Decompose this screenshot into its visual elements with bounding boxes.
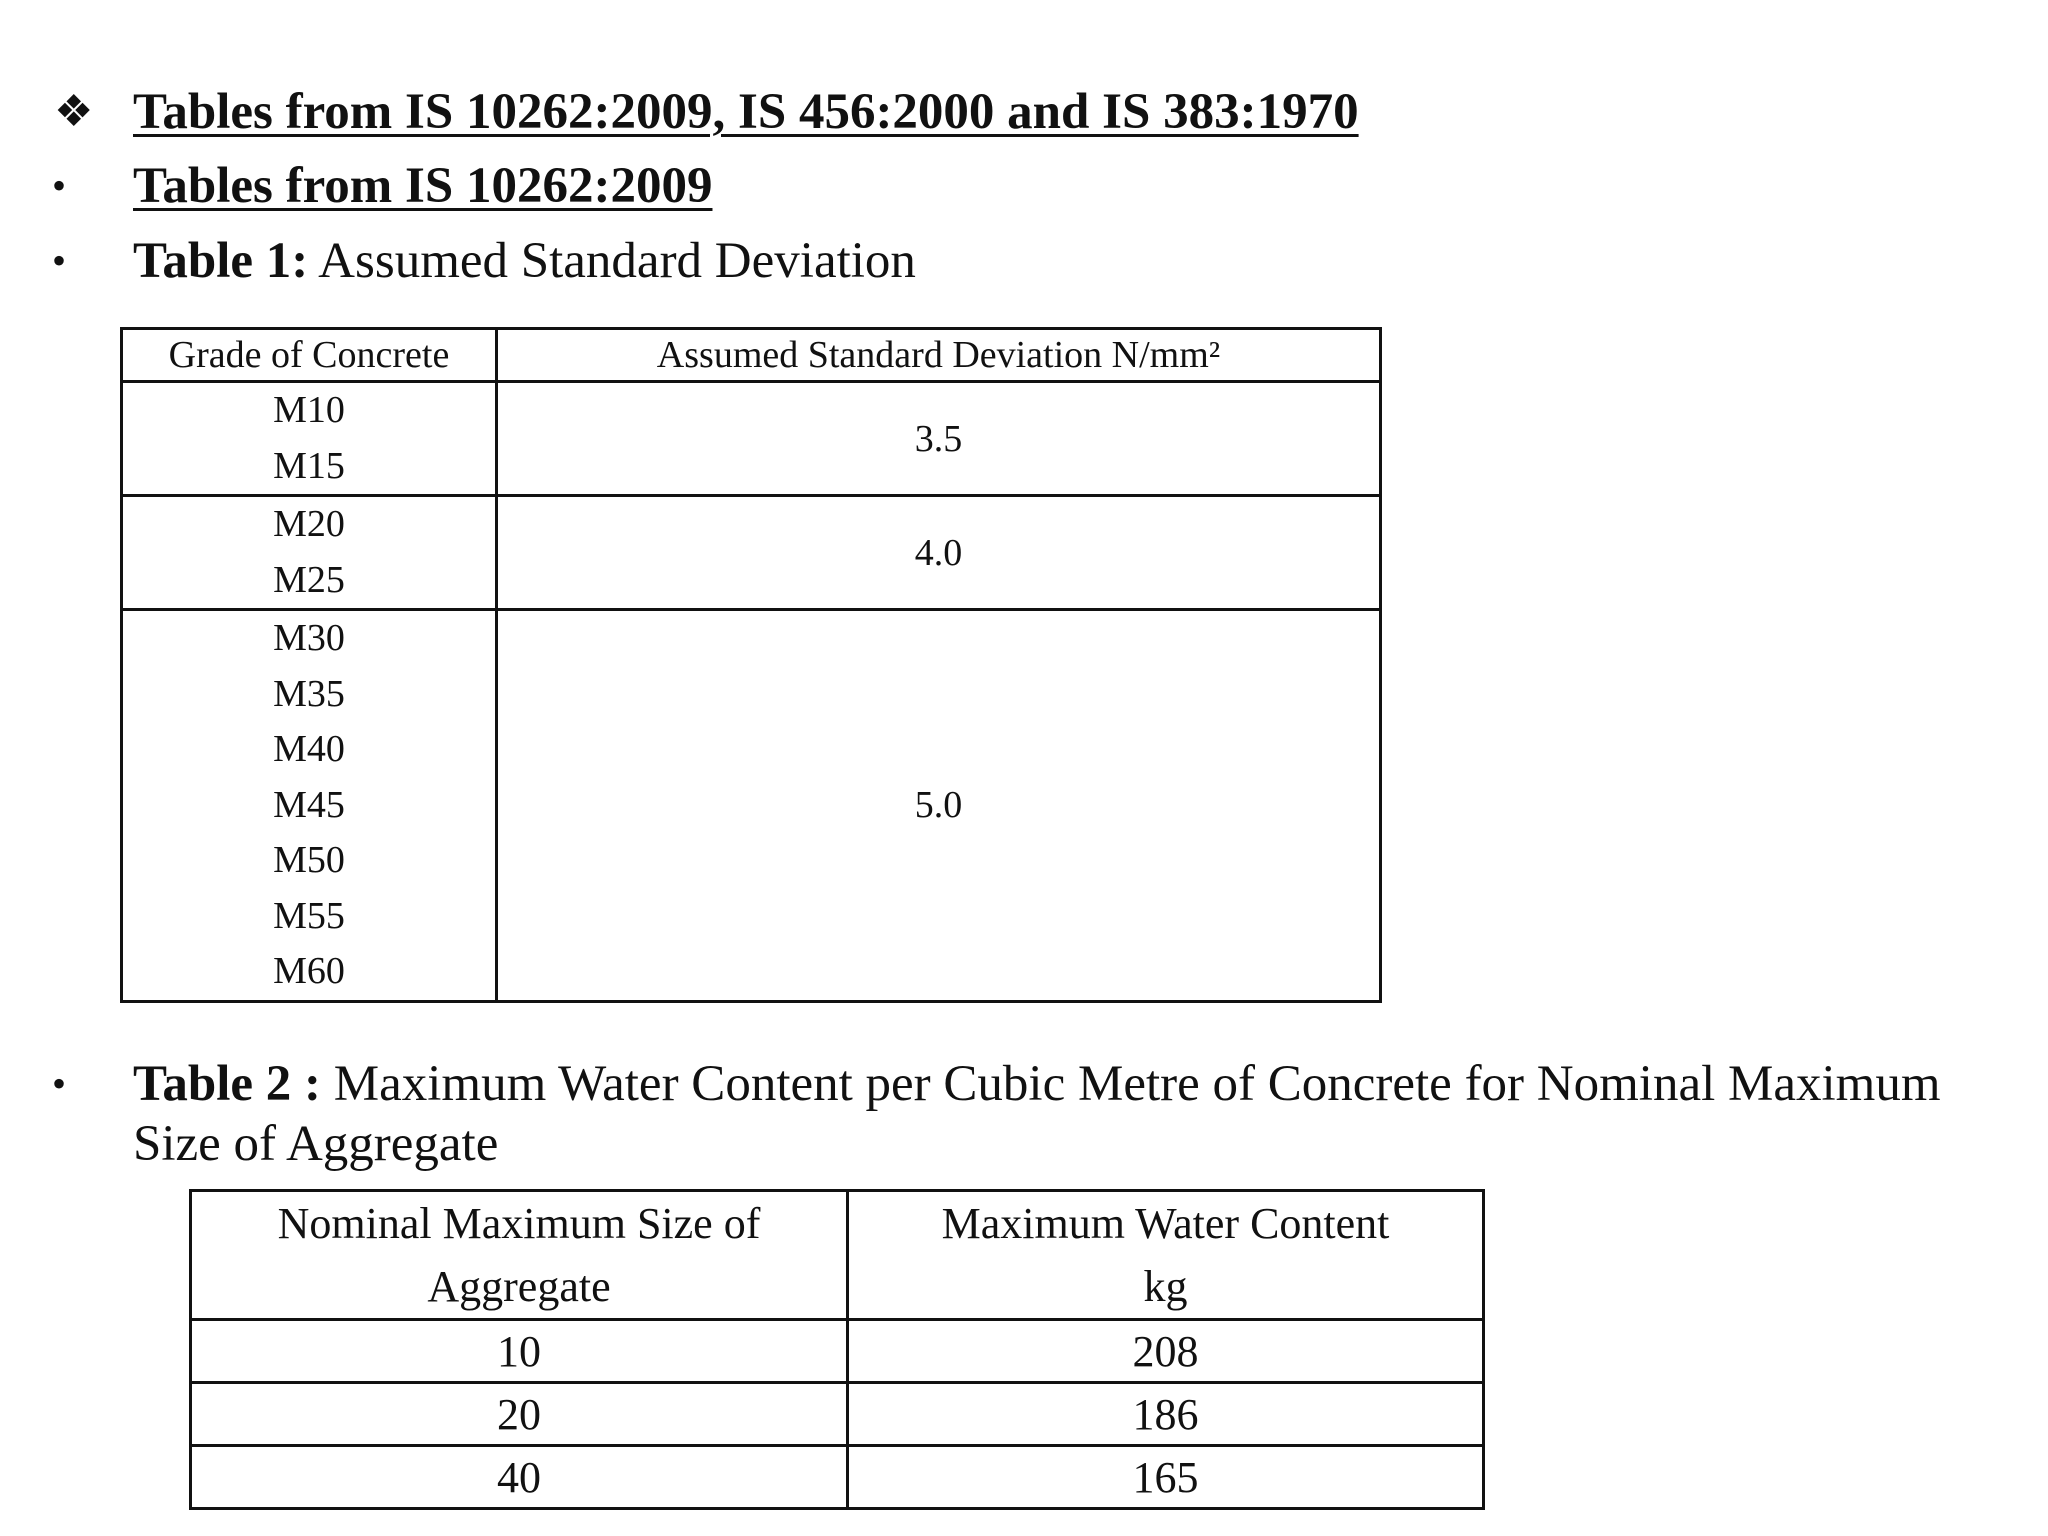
header-line: Aggregate xyxy=(427,1262,611,1311)
grade-value: M30 xyxy=(273,617,345,659)
table2-label: Table 2 : xyxy=(133,1056,321,1112)
std-dev-cell: 5.0 xyxy=(497,610,1381,1002)
grade-cell xyxy=(122,610,497,1002)
table1-label: Table 1: xyxy=(133,233,309,289)
table2-title-line1: Maximum Water Content per Cubic Metre of Concrete for Nominal Maximum xyxy=(321,1056,1941,1112)
diamond-bullet-icon: ❖ xyxy=(54,87,94,136)
dot-bullet-icon: • xyxy=(52,163,67,208)
column-header-water-content xyxy=(848,1191,1484,1320)
grade-value: M25 xyxy=(273,558,345,601)
grade-value: M40 xyxy=(273,728,345,770)
heading-sub: Tables from IS 10262:2009 xyxy=(133,158,713,214)
water-content-cell: 208 xyxy=(848,1320,1484,1383)
grade-value: M60 xyxy=(273,950,345,992)
grade-value: M10 xyxy=(273,389,345,431)
header-line: Nominal Maximum Size of xyxy=(277,1199,761,1248)
water-content-cell: 186 xyxy=(848,1383,1484,1446)
table-header-row xyxy=(191,1191,1484,1320)
grade-value: M20 xyxy=(273,503,345,545)
table2-title-line2: Size of Aggregate xyxy=(133,1116,499,1172)
std-dev-cell: 3.5 xyxy=(497,382,1381,496)
grade-value: M50 xyxy=(273,839,345,881)
grade-value: M45 xyxy=(273,783,345,826)
column-header-aggregate-size xyxy=(191,1191,848,1320)
table-row xyxy=(191,1383,1484,1446)
table1-title: Assumed Standard Deviation xyxy=(308,233,916,289)
table-row xyxy=(191,1320,1484,1383)
table-row xyxy=(122,496,1381,610)
header-line: kg xyxy=(1143,1262,1188,1311)
dot-bullet-icon: • xyxy=(52,1061,67,1106)
grade-cell xyxy=(122,382,497,496)
table2-caption xyxy=(133,1053,1941,1115)
aggregate-size-cell: 10 xyxy=(191,1320,848,1383)
grade-value: M15 xyxy=(273,444,345,487)
column-header-grade: Grade of Concrete xyxy=(122,329,497,382)
column-header-std-dev: Assumed Standard Deviation N/mm² xyxy=(497,329,1381,382)
dot-bullet-icon: • xyxy=(52,238,67,283)
grade-cell xyxy=(122,496,497,610)
std-dev-cell: 4.0 xyxy=(497,496,1381,610)
grade-value: M35 xyxy=(273,672,345,715)
table-row xyxy=(191,1446,1484,1509)
table-row xyxy=(122,382,1381,496)
table-header-row xyxy=(122,329,1381,382)
table1-caption xyxy=(133,230,916,292)
water-content-cell: 165 xyxy=(848,1446,1484,1509)
header-line: Maximum Water Content xyxy=(941,1199,1390,1248)
water-content-table xyxy=(189,1189,1485,1510)
table-row xyxy=(122,610,1381,1002)
heading-main: Tables from IS 10262:2009, IS 456:2000 and IS 383:1970 xyxy=(133,84,1359,140)
grade-value: M55 xyxy=(273,894,345,937)
aggregate-size-cell: 20 xyxy=(191,1383,848,1446)
standard-deviation-table xyxy=(120,327,1382,1003)
aggregate-size-cell: 40 xyxy=(191,1446,848,1509)
